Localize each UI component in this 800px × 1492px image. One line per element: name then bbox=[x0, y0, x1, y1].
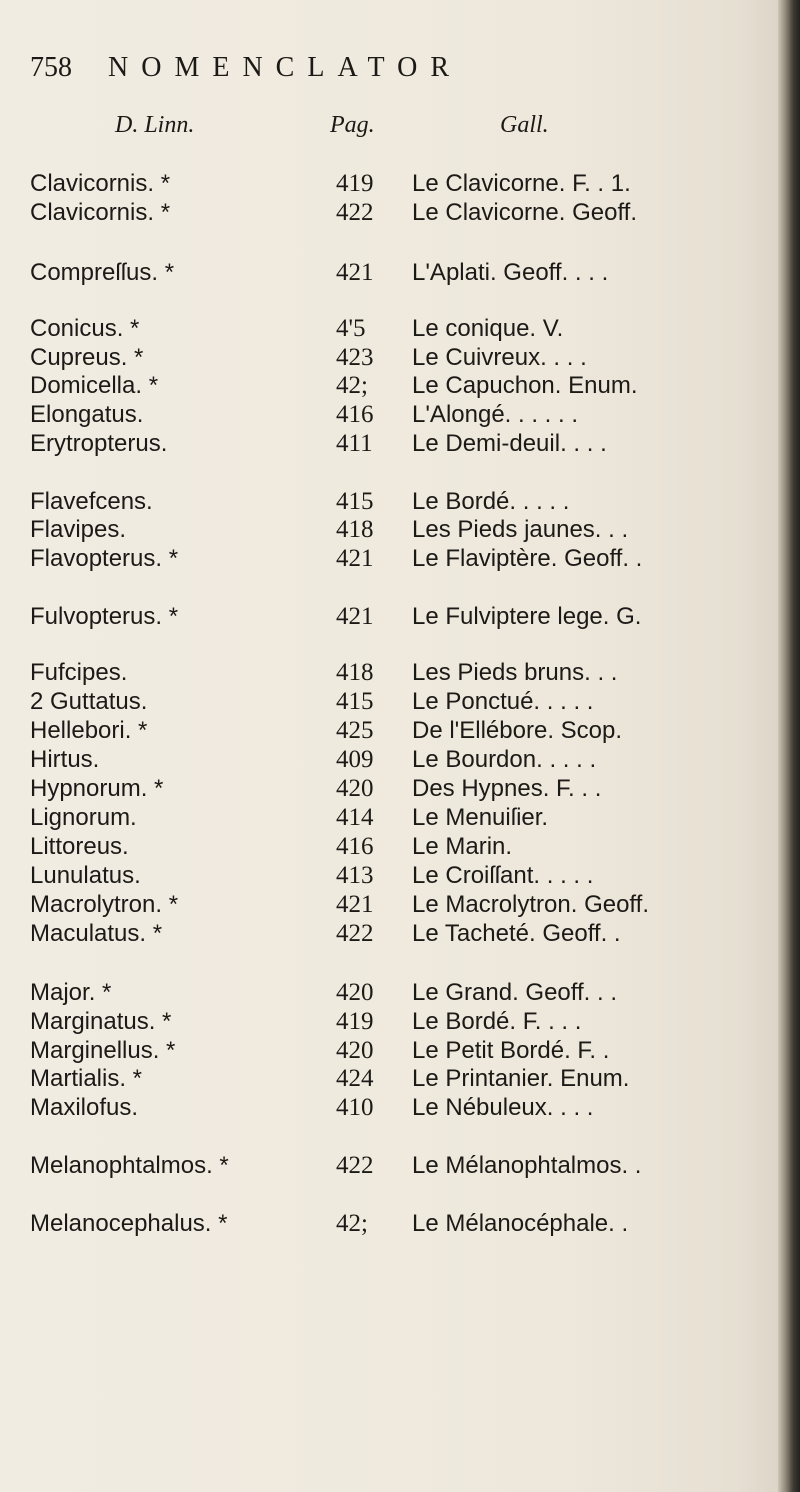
entry-row bbox=[0, 832, 780, 862]
entry-latin-name: Conicus. * bbox=[30, 315, 140, 342]
column-header-pag: Pag. bbox=[330, 112, 375, 138]
entry-row bbox=[0, 1007, 780, 1037]
entry-page-number: 422 bbox=[336, 199, 374, 226]
entry-french-name: L'Aplati. Geoff. . . . bbox=[412, 259, 609, 286]
entry-latin-name: Macrolytron. * bbox=[30, 891, 179, 918]
entry-french-name: Le Printanier. Enum. bbox=[412, 1065, 630, 1092]
entry-french-name: Le Cuivreux. . . . bbox=[412, 344, 587, 371]
entry-page-number: 416 bbox=[336, 833, 374, 860]
entry-row bbox=[0, 487, 780, 517]
entry-latin-name: Clavicornis. * bbox=[30, 170, 171, 197]
entry-french-name: Le Marin. bbox=[412, 833, 513, 860]
entry-latin-name: Compreſſus. * bbox=[30, 259, 175, 286]
entry-row bbox=[0, 314, 780, 344]
entry-latin-name: Lunulatus. bbox=[30, 862, 141, 889]
entry-french-name: Le Mélanophtalmos. . bbox=[412, 1152, 642, 1179]
entry-latin-name: Littoreus. bbox=[30, 833, 129, 860]
entry-row bbox=[0, 429, 780, 459]
entry-latin-name: Domicella. * bbox=[30, 372, 159, 399]
entry-french-name: Le Fulviptere lege. G. bbox=[412, 603, 642, 630]
entry-page-number: 421 bbox=[336, 603, 374, 630]
column-header-linn: D. Linn. bbox=[115, 112, 195, 138]
entry-latin-name: Maculatus. * bbox=[30, 920, 163, 947]
entry-page-number: 419 bbox=[336, 1008, 374, 1035]
entry-latin-name: Martialis. * bbox=[30, 1065, 143, 1092]
entry-latin-name: Hypnorum. * bbox=[30, 775, 164, 802]
entry-latin-name: Flavefcens. bbox=[30, 488, 153, 515]
entry-french-name: Le Menuiſier. bbox=[412, 804, 549, 831]
entry-latin-name: 2 Guttatus. bbox=[30, 688, 148, 715]
entry-page-number: 411 bbox=[336, 430, 373, 457]
entry-french-name: Le Macrolytron. Geoff. bbox=[412, 891, 649, 918]
entry-latin-name: Flavipes. bbox=[30, 516, 127, 543]
entry-page-number: 415 bbox=[336, 488, 374, 515]
entry-page-number: 42; bbox=[336, 1210, 368, 1237]
entry-row bbox=[0, 1093, 780, 1123]
entry-french-name: Le Bordé. . . . . bbox=[412, 488, 570, 515]
entry-row bbox=[0, 919, 780, 949]
entry-page-number: 413 bbox=[336, 862, 374, 889]
entry-row bbox=[0, 861, 780, 891]
entry-french-name: Le Croiſſant. . . . . bbox=[412, 862, 594, 889]
entry-row bbox=[0, 400, 780, 430]
entry-french-name: Le Nébuleux. . . . bbox=[412, 1094, 594, 1121]
entry-page-number: 409 bbox=[336, 746, 374, 773]
entry-french-name: Le Ponctué. . . . . bbox=[412, 688, 594, 715]
entry-page-number: 420 bbox=[336, 775, 374, 802]
entry-latin-name: Lignorum. bbox=[30, 804, 137, 831]
entry-row bbox=[0, 1209, 780, 1239]
entry-french-name: De l'Ellébore. Scop. bbox=[412, 717, 623, 744]
entry-french-name: Le Mélanocéphale. . bbox=[412, 1210, 629, 1237]
entry-page-number: 4'5 bbox=[336, 315, 366, 342]
entry-latin-name: Fufcipes. bbox=[30, 659, 128, 686]
entry-latin-name: Flavopterus. * bbox=[30, 545, 179, 572]
entry-latin-name: Clavicornis. * bbox=[30, 199, 171, 226]
entry-row bbox=[0, 198, 780, 228]
entry-latin-name: Erytropterus. bbox=[30, 430, 168, 457]
entry-french-name: Le Bordé. F. . . . bbox=[412, 1008, 582, 1035]
entry-page-number: 421 bbox=[336, 259, 374, 286]
entry-latin-name: Fulvopterus. * bbox=[30, 603, 179, 630]
entry-row bbox=[0, 371, 780, 401]
entry-french-name: Le Capuchon. Enum. bbox=[412, 372, 638, 399]
entry-page-number: 422 bbox=[336, 1152, 374, 1179]
entry-row bbox=[0, 803, 780, 833]
entry-row bbox=[0, 602, 780, 632]
entry-french-name: Le Demi-deuil. . . . bbox=[412, 430, 607, 457]
entry-row bbox=[0, 169, 780, 199]
entry-page-number: 421 bbox=[336, 545, 374, 572]
entry-page-number: 416 bbox=[336, 401, 374, 428]
page-number: 758 bbox=[30, 52, 72, 83]
entry-french-name: Le conique. V. bbox=[412, 315, 564, 342]
entry-page-number: 425 bbox=[336, 717, 374, 744]
entry-row bbox=[0, 745, 780, 775]
entry-row bbox=[0, 1064, 780, 1094]
entry-page-number: 421 bbox=[336, 891, 374, 918]
entry-french-name: Le Bourdon. . . . . bbox=[412, 746, 597, 773]
entry-row bbox=[0, 515, 780, 545]
entry-latin-name: Melanocephalus. * bbox=[30, 1210, 228, 1237]
entry-row bbox=[0, 774, 780, 804]
book-spine-shadow bbox=[778, 0, 800, 1492]
entry-row bbox=[0, 890, 780, 920]
entry-page-number: 420 bbox=[336, 1037, 374, 1064]
entry-french-name: Le Flaviptère. Geoff. . bbox=[412, 545, 643, 572]
entry-page-number: 418 bbox=[336, 659, 374, 686]
entry-french-name: Les Pieds bruns. . . bbox=[412, 659, 618, 686]
running-head bbox=[30, 52, 570, 92]
entry-page-number: 410 bbox=[336, 1094, 374, 1121]
entry-row bbox=[0, 658, 780, 688]
entry-french-name: Le Grand. Geoff. . . bbox=[412, 979, 618, 1006]
entry-row bbox=[0, 716, 780, 746]
entry-french-name: Des Hypnes. F. . . bbox=[412, 775, 602, 802]
entry-page-number: 414 bbox=[336, 804, 374, 831]
entry-french-name: L'Alongé. . . . . . bbox=[412, 401, 579, 428]
entry-french-name: Le Tacheté. Geoff. . bbox=[412, 920, 621, 947]
entry-page-number: 418 bbox=[336, 516, 374, 543]
entry-page-number: 423 bbox=[336, 344, 374, 371]
entry-latin-name: Major. * bbox=[30, 979, 112, 1006]
entry-french-name: Le Clavicorne. Geoff. bbox=[412, 199, 638, 226]
entry-latin-name: Marginellus. * bbox=[30, 1037, 176, 1064]
entry-latin-name: Marginatus. * bbox=[30, 1008, 172, 1035]
entry-page-number: 420 bbox=[336, 979, 374, 1006]
entry-page-number: 424 bbox=[336, 1065, 374, 1092]
entry-row bbox=[0, 687, 780, 717]
entry-row bbox=[0, 544, 780, 574]
entry-row bbox=[0, 343, 780, 373]
entry-page-number: 419 bbox=[336, 170, 374, 197]
entry-latin-name: Maxilofus. bbox=[30, 1094, 139, 1121]
entry-french-name: Les Pieds jaunes. . . bbox=[412, 516, 629, 543]
entry-row bbox=[0, 978, 780, 1008]
entry-latin-name: Melanophtalmos. * bbox=[30, 1152, 229, 1179]
column-header-gall: Gall. bbox=[500, 112, 549, 138]
entry-latin-name: Cupreus. * bbox=[30, 344, 144, 371]
entry-page-number: 422 bbox=[336, 920, 374, 947]
entry-french-name: Le Clavicorne. F. . 1. bbox=[412, 170, 631, 197]
entry-row bbox=[0, 1151, 780, 1181]
entry-latin-name: Hirtus. bbox=[30, 746, 100, 773]
entry-page-number: 415 bbox=[336, 688, 374, 715]
entry-row bbox=[0, 258, 780, 288]
entry-row bbox=[0, 1036, 780, 1066]
entry-french-name: Le Petit Bordé. F. . bbox=[412, 1037, 610, 1064]
running-title: NOMENCLATOR bbox=[108, 52, 463, 83]
entry-latin-name: Elongatus. bbox=[30, 401, 144, 428]
entry-page-number: 42; bbox=[336, 372, 368, 399]
entry-latin-name: Hellebori. * bbox=[30, 717, 148, 744]
